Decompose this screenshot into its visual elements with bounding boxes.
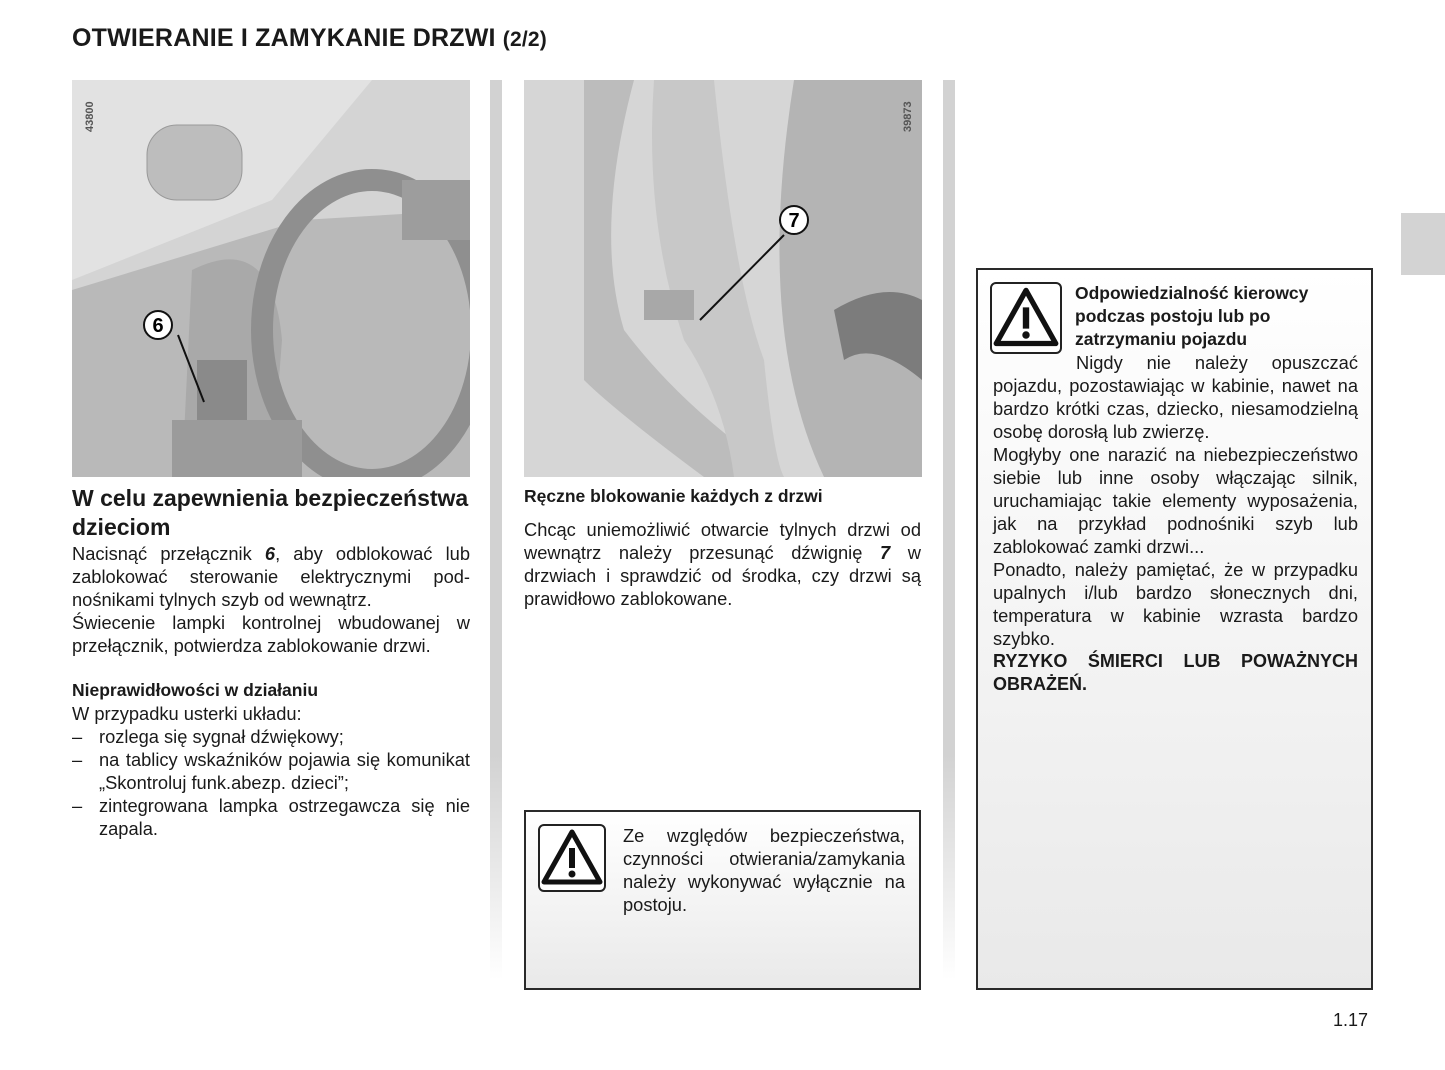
manual-lock-section	[524, 485, 921, 610]
warning-box	[524, 810, 921, 990]
paragraph: Mogłyby one narazić na niebezpieczeństwo siebie lub inne osoby włączając silnik, uruchamiając takie elementy wyposażenia, jak na przykład podnośniki szyb lub zablokować zamki drzwi...	[993, 444, 1358, 557]
subheading: Nieprawidłowości w działaniu	[72, 680, 319, 700]
list-item: – na tablicy wskaźników pojawia się komunikat „Skontroluj funk.abezp. dzieci”;	[72, 749, 470, 793]
chapter-tab	[1401, 213, 1445, 275]
paragraph: Chcąc uniemożliwić otwarcie tylnych drzwi od wewnątrz należy przesunąć dźwignię 7 w drzwiach i sprawdzić od środka, czy drzwi są prawidłowo zablokowane.	[524, 519, 922, 609]
callout-6: 6	[152, 315, 164, 337]
photo-id: 39873	[902, 101, 914, 132]
paragraph: Ponadto, należy pamiętać, że w przypadku upalnych i/lub bardzo słonecznych dni, temperatura w kabinie wzrasta bardzo szybko.	[993, 559, 1358, 649]
callout-7: 7	[788, 210, 800, 232]
page-title: OTWIERANIE I ZAMYKANIE DRZWI (2/2)	[72, 24, 547, 52]
paragraph: Świecenie lampki kontrolnej wbudowanej w przełącznik, potwierdza zablokowanie drzwi.	[72, 612, 470, 656]
dashboard-photo	[72, 80, 470, 477]
paragraph: Nacisnąć przełącznik 6, aby odblokować lub zablokować sterowanie elektrycznymi podnośnikami tylnych szyb od wewnątrz.	[72, 543, 470, 610]
warning-text: Ze względów bezpieczeństwa, czynności otwierania/zamykania należy wykonywać wyłącznie na postoju.	[623, 825, 905, 915]
photo-id: 43800	[84, 101, 96, 132]
warning-triangle-icon	[538, 824, 606, 892]
child-safety-section	[72, 484, 470, 840]
column-divider	[943, 80, 955, 980]
paragraph: W przypadku usterki układu:	[72, 703, 302, 724]
warning-heading: Odpowiedzialność kierowcy podczas postoju lub po zatrzymaniu pojazdu	[1075, 283, 1309, 349]
driver-responsibility-warning	[976, 268, 1373, 990]
section-heading: W celu zapewnienia bezpieczeństwa dzieciom	[72, 485, 469, 540]
page-number: 1.17	[1333, 1010, 1369, 1030]
list-item: – rozlega się sygnał dźwiękowy;	[72, 726, 344, 747]
warning-triangle-icon	[990, 282, 1062, 354]
list-item: – zintegrowana lampka ostrzegawcza się nie zapala.	[72, 795, 470, 839]
subheading: Ręczne blokowanie każdych z drzwi	[524, 486, 823, 506]
risk-warning: RYZYKO ŚMIERCI LUB POWAŻNYCH OBRAŻEŃ.	[993, 651, 1358, 694]
paragraph: Nigdy nie należy opuszczać pojazdu, pozostawiając w kabinie, nawet na bardzo krótki czas, dziecko, niesamodzielną osobę dorosłą lub zwierzę.	[993, 352, 1358, 442]
column-divider	[490, 80, 502, 980]
door-photo	[524, 80, 922, 477]
